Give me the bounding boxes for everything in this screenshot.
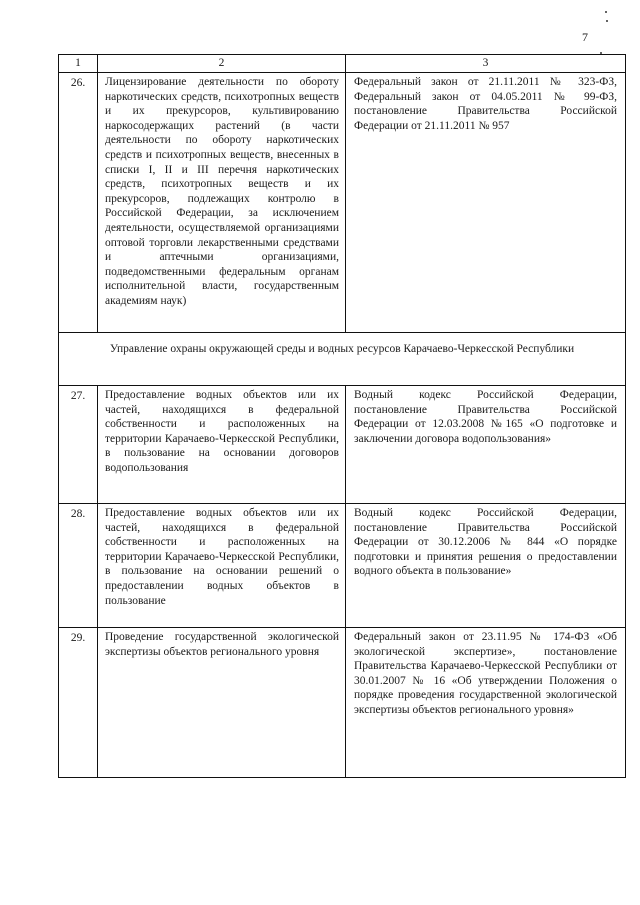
row-number: 28. xyxy=(59,504,98,628)
row-number: 26. xyxy=(59,73,98,333)
column-header-service: 2 xyxy=(98,55,346,73)
table-row xyxy=(59,628,626,778)
table-row xyxy=(59,386,626,504)
legal-basis: Водный кодекс Российской Федерации, постановление Правительства Российской Федерации от 30.12.2006 № 844 «О порядке подготовки и принятия решения о предоставлении водного объекта в пользование» xyxy=(346,504,626,628)
service-name: Предоставление водных объектов или их частей, находящихся в федеральной собственности и расположенных на территории Карачаево-Черкесской Республики, в пользование на основании решений о предоставлении водных объектов в пользование xyxy=(98,504,346,628)
scan-speck xyxy=(605,11,607,13)
services-table xyxy=(58,54,626,778)
section-row xyxy=(59,333,626,386)
table-row xyxy=(59,504,626,628)
table-header-row xyxy=(59,55,626,73)
column-header-number: 1 xyxy=(59,55,98,73)
legal-basis: Федеральный закон от 21.11.2011 № 323-ФЗ, Федеральный закон от 04.05.2011 № 99-ФЗ, постановление Правительства Российской Федерации от 21.11.2011 № 957 xyxy=(346,73,626,333)
table-row xyxy=(59,73,626,333)
service-name: Лицензирование деятельности по обороту наркотических средств, психотропных веществ и их прекурсоров, культивированию наркосодержащих растений (в части деятельности по обороту наркотических средств и психотропных веществ, внесенных в списки I, II и III перечня наркотических средств, психотропных веществ и их прекурсоров, подлежащих контролю в Российской Федерации, за исключением деятельности, осуществляемой организациями оптовой торговли лекарственными средствами и аптечными организациями, подведомственными федеральным органам исполнительной власти, государственным академиям наук) xyxy=(98,73,346,333)
page-number: 7 xyxy=(582,30,588,44)
legal-basis: Федеральный закон от 23.11.95 № 174-ФЗ «Об экологической экспертизе», постановление Правительства Карачаево-Черкесской Республики от 30.01.2007 № 16 «Об утверждении Положения о порядке проведения государственной экологической экспертизы объектов регионального уровня» xyxy=(346,628,626,778)
service-name: Предоставление водных объектов или их частей, находящихся в федеральной собственности и расположенных на территории Карачаево-Черкесской Республики, в пользование на основании договоров водопользования xyxy=(98,386,346,504)
legal-basis: Водный кодекс Российской Федерации, постановление Правительства Российской Федерации от 12.03.2008 №165 «О подготовке и заключении договора водопользования» xyxy=(346,386,626,504)
section-title: Управление охраны окружающей среды и водных ресурсов Карачаево-Черкесской Республики xyxy=(59,333,626,386)
service-name: Проведение государственной экологической экспертизы объектов регионального уровня xyxy=(98,628,346,778)
row-number: 29. xyxy=(59,628,98,778)
column-header-basis: 3 xyxy=(346,55,626,73)
row-number: 27. xyxy=(59,386,98,504)
scan-speck xyxy=(606,20,608,22)
